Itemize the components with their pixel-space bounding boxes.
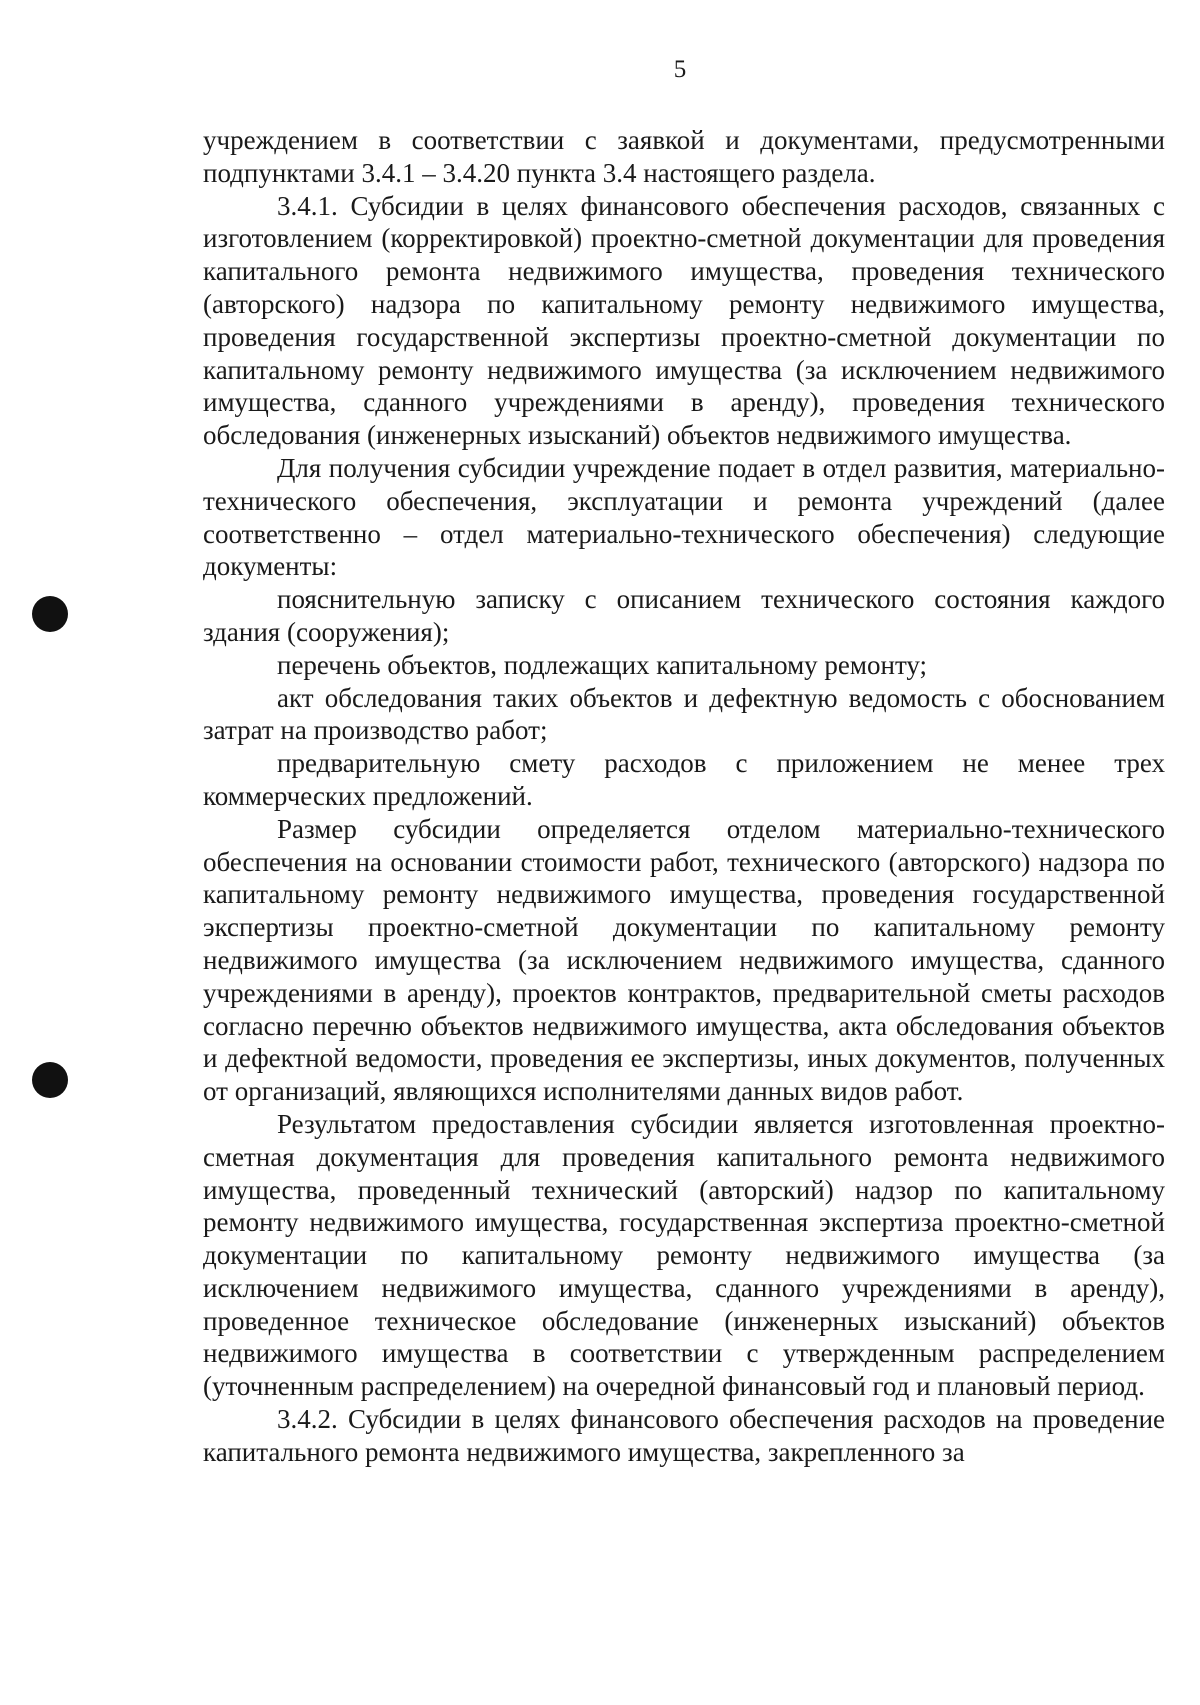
document-body <box>203 124 1165 1469</box>
list-item-inspection-act: акт обследования таких объектов и дефектную ведомость с обоснованием затрат на производство работ; <box>203 682 1165 746</box>
paragraph-continuation: учреждением в соответствии с заявкой и документами, предусмотренными подпунктами 3.4.1 – 3.4.20 пункта 3.4 настоящего раздела. <box>203 125 1165 188</box>
list-item-explanatory-note: пояснительную записку с описанием технического состояния каждого здания (сооружения); <box>203 584 1165 647</box>
paragraph-section-3-4-2: 3.4.2. Субсидии в целях финансового обеспечения расходов на проведение капитального ремонта недвижимого имущества, закрепленного за <box>203 1404 1165 1467</box>
paragraph-documents-intro: Для получения субсидии учреждение подает в отдел развития, материально-технического обеспечения, эксплуатации и ремонта учреждений (далее соответственно – отдел материально-технического обеспечения) следующие документы: <box>203 452 1165 582</box>
paragraph-subsidy-size: Размер субсидии определяется отделом материально-технического обеспечения на основании стоимости работ, технического (авторского) надзора по капитальному ремонту недвижимого имущества, проведения государственной экспертизы проектно-сметной документации по капитальному ремонту недвижимого имущества (за исключением недвижимого имущества, сданного учреждениями в аренду), проектов контрактов, предварительной сметы расходов согласно перечню объектов недвижимого имущества, акта обследования объектов и дефектной ведомости, проведения ее экспертизы, иных документов, полученных от организаций, являющихся исполнителями данных видов работ. <box>203 813 1165 1107</box>
list-item-object-list: перечень объектов, подлежащих капитальному ремонту; <box>277 649 928 680</box>
page-number: 5 <box>673 56 687 83</box>
punch-hole-mark <box>32 1062 68 1098</box>
punch-hole-mark <box>32 596 68 632</box>
paragraph-subsidy-result: Результатом предоставления субсидии является изготовленная проектно-сметная документация для проведения капитального ремонта недвижимого имущества, проведенный технический (авторский) надзор по капитальному ремонту недвижимого имущества, государственная экспертиза проектно-сметной документации по капитальному ремонту недвижимого имущества (за исключением недвижимого имущества, сданного учреждениями в аренду), проведенное техническое обследование (инженерных изысканий) объектов недвижимого имущества в соответствии с утвержденным распределением (уточненным распределением) на очередной финансовый год и плановый период. <box>203 1108 1165 1402</box>
paragraph-section-3-4-1: 3.4.1. Субсидии в целях финансового обеспечения расходов, связанных с изготовлением (корректировкой) проектно-сметной документации для проведения капитального ремонта недвижимого имущества, проведения технического (авторского) надзора по капитальному ремонту недвижимого имущества, проведения государственной экспертизы проектно-сметной документации по капитальному ремонту недвижимого имущества (за исключением недвижимого имущества, сданного учреждениями в аренду), проведения технического обследования (инженерных изысканий) объектов недвижимого имущества. <box>203 190 1165 451</box>
list-item-preliminary-estimate: предварительную смету расходов с приложением не менее трех коммерческих предложений. <box>203 748 1165 811</box>
